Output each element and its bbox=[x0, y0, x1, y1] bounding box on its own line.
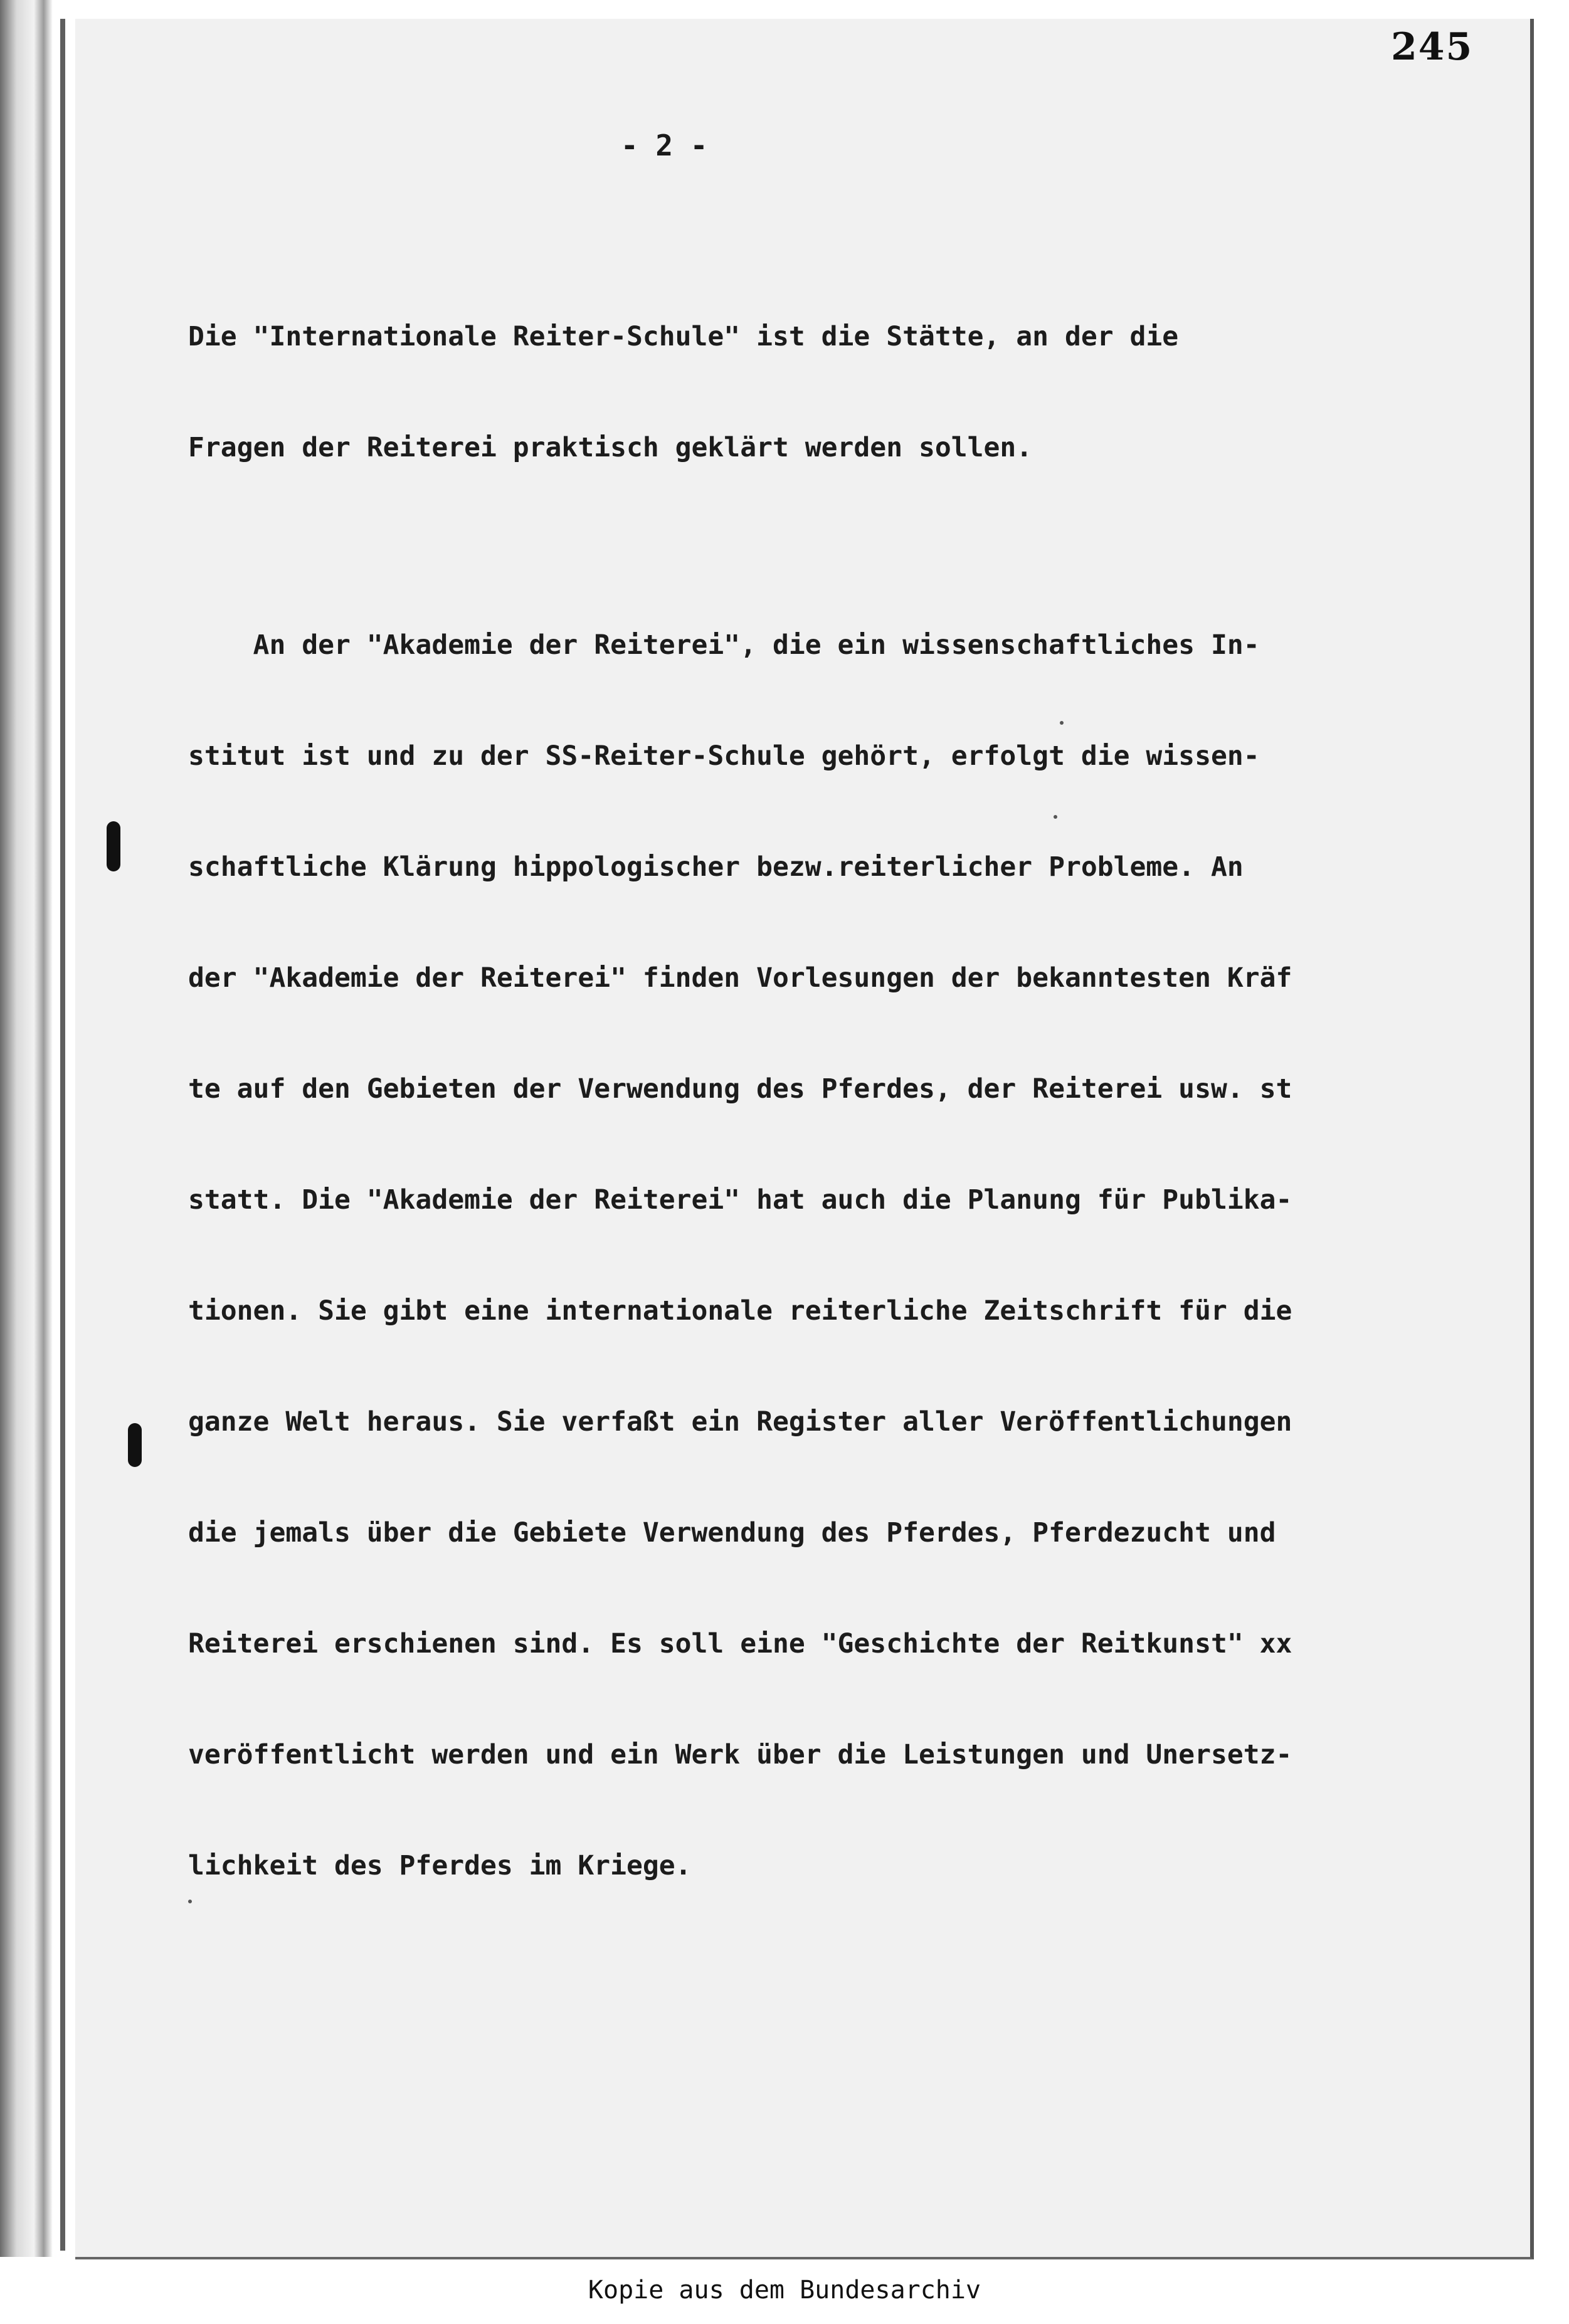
text-line: veröffentlicht werden und ein Werk über die Leistungen und Unersetz- bbox=[188, 1739, 1292, 1770]
punch-hole bbox=[128, 1423, 142, 1467]
text-line: statt. Die "Akademie der Reiterei" hat auch die Planung für Publika- bbox=[188, 1184, 1292, 1216]
text-line: te auf den Gebieten der Verwendung des Pferdes, der Reiterei usw. st bbox=[188, 1073, 1292, 1105]
paper-speck bbox=[188, 1900, 192, 1903]
text-line: Fragen der Reiterei praktisch geklärt werden sollen. bbox=[188, 432, 1033, 463]
text-line: Reiterei erschienen sind. Es soll eine "Geschichte der Reitkunst" xx bbox=[188, 1628, 1292, 1659]
paragraph-gap bbox=[188, 540, 1518, 553]
paragraph-2 bbox=[188, 553, 1518, 1959]
page-number: - 2 - bbox=[621, 129, 708, 162]
text-line: tionen. Sie gibt eine internationale reiterliche Zeitschrift für die bbox=[188, 1295, 1292, 1327]
paper-speck bbox=[1060, 721, 1064, 725]
text-line: die jemals über die Gebiete Verwendung des Pferdes, Pferdezucht und bbox=[188, 1517, 1276, 1548]
paper-speck bbox=[1054, 815, 1057, 819]
binding-edge bbox=[60, 19, 65, 2251]
text-line: An der "Akademie der Reiterei", die ein wissenschaftliches In- bbox=[188, 629, 1260, 661]
archive-page-stamp: 245 bbox=[1391, 25, 1474, 69]
punch-hole bbox=[107, 821, 120, 871]
text-line: stitut ist und zu der SS-Reiter-Schule gehört, erfolgt die wissen- bbox=[188, 740, 1260, 772]
text-line: lichkeit des Pferdes im Kriege. bbox=[188, 1850, 692, 1881]
text-line: schaftliche Klärung hippologischer bezw.reiterlicher Probleme. An bbox=[188, 851, 1244, 883]
text-line: Die "Internationale Reiter-Schule" ist die Stätte, an der die bbox=[188, 321, 1179, 352]
paragraph-1 bbox=[188, 244, 1518, 540]
document-body bbox=[188, 244, 1518, 1959]
text-line: ganze Welt heraus. Sie verfaßt ein Register aller Veröffentlichungen bbox=[188, 1406, 1292, 1438]
text-line: der "Akademie der Reiterei" finden Vorlesungen der bekanntesten Kräf bbox=[188, 962, 1292, 994]
archive-caption: Kopie aus dem Bundesarchiv bbox=[588, 2276, 981, 2305]
